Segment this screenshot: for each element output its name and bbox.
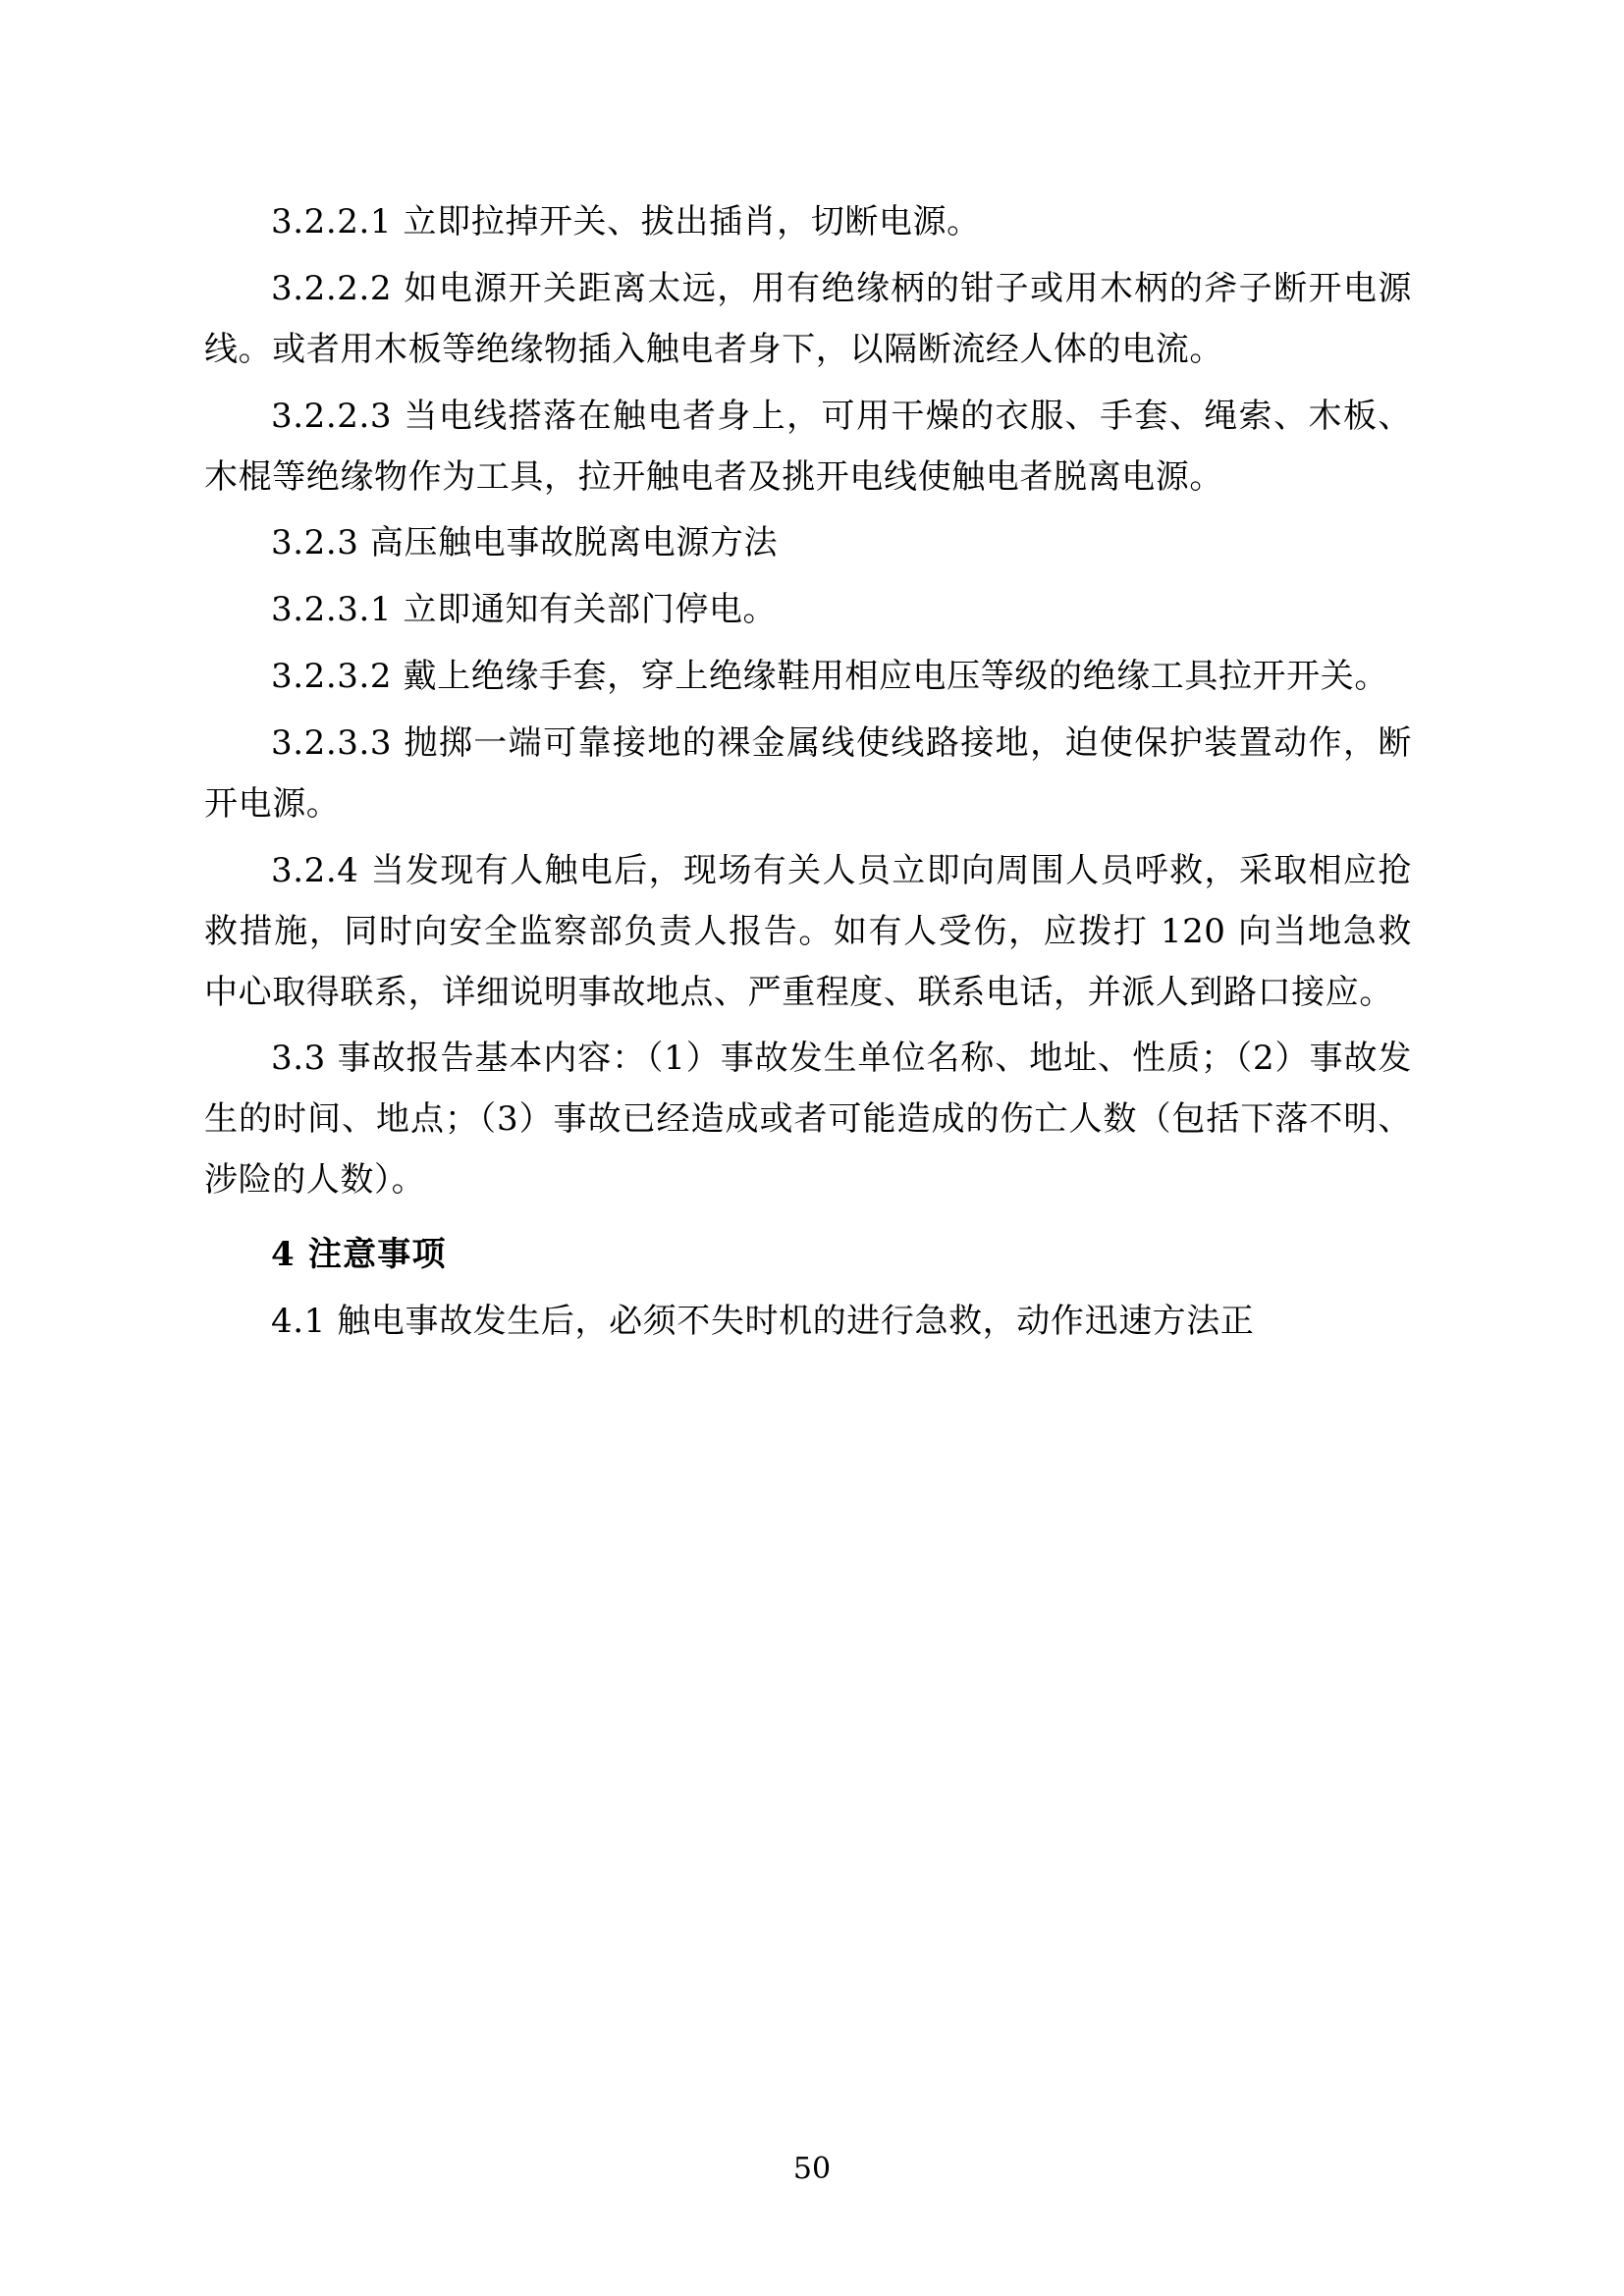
paragraph-3-2-2-2: 3.2.2.2 如电源开关距离太远，用有绝缘柄的钳子或用木柄的斧子断开电源线。或者用木板等绝缘物插入触电者身下，以隔断流经人体的电流。 <box>204 268 1412 369</box>
paragraph-3-3: 3.3 事故报告基本内容：（1）事故发生单位名称、地址、性质；（2）事故发生的时间、地点；（3）事故已经造成或者可能造成的伤亡人数（包括下落不明、涉险的人数）。 <box>204 1039 1412 1201</box>
paragraph-3-2-2-3: 3.2.2.3 当电线搭落在触电者身上，可用干燥的衣服、手套、绳索、木板、木棍等绝缘物作为工具，拉开触电者及挑开电线使触电者脱离电源。 <box>204 396 1412 497</box>
paragraph-3-2-3-1: 3.2.3.1 立即通知有关部门停电。 <box>271 590 778 630</box>
paragraph-3-2-3-3: 3.2.3.3 抛掷一端可靠接地的裸金属线使线路接地，迫使保护装置动作，断开电源。 <box>204 723 1412 824</box>
paragraph-3-2-2-1: 3.2.2.1 立即拉掉开关、拔出插肖，切断电源。 <box>271 202 981 241</box>
paragraph-3-2-4: 3.2.4 当发现有人触电后，现场有关人员立即向周围人员呼救，采取相应抢救措施，同时向安全监察部负责人报告。如有人受伤，应拨打 120 向当地急救中心取得联系，详细说明事故地点、严重程度、联系电话，并派人到路口接应。 <box>204 850 1412 1012</box>
paragraph-3-2-3-2: 3.2.3.2 戴上绝缘手套，穿上绝缘鞋用相应电压等级的绝缘工具拉开开关。 <box>271 657 1388 697</box>
page-body <box>204 192 1412 1359</box>
section-heading-4: 4 注意事项 <box>271 1235 447 1274</box>
paragraph-3-2-3: 3.2.3 高压触电事故脱离电源方法 <box>271 523 779 563</box>
paragraph-4-1: 4.1 触电事故发生后，必须不失时机的进行急救，动作迅速方法正 <box>271 1301 1255 1341</box>
page-number: 50 <box>792 2152 832 2186</box>
